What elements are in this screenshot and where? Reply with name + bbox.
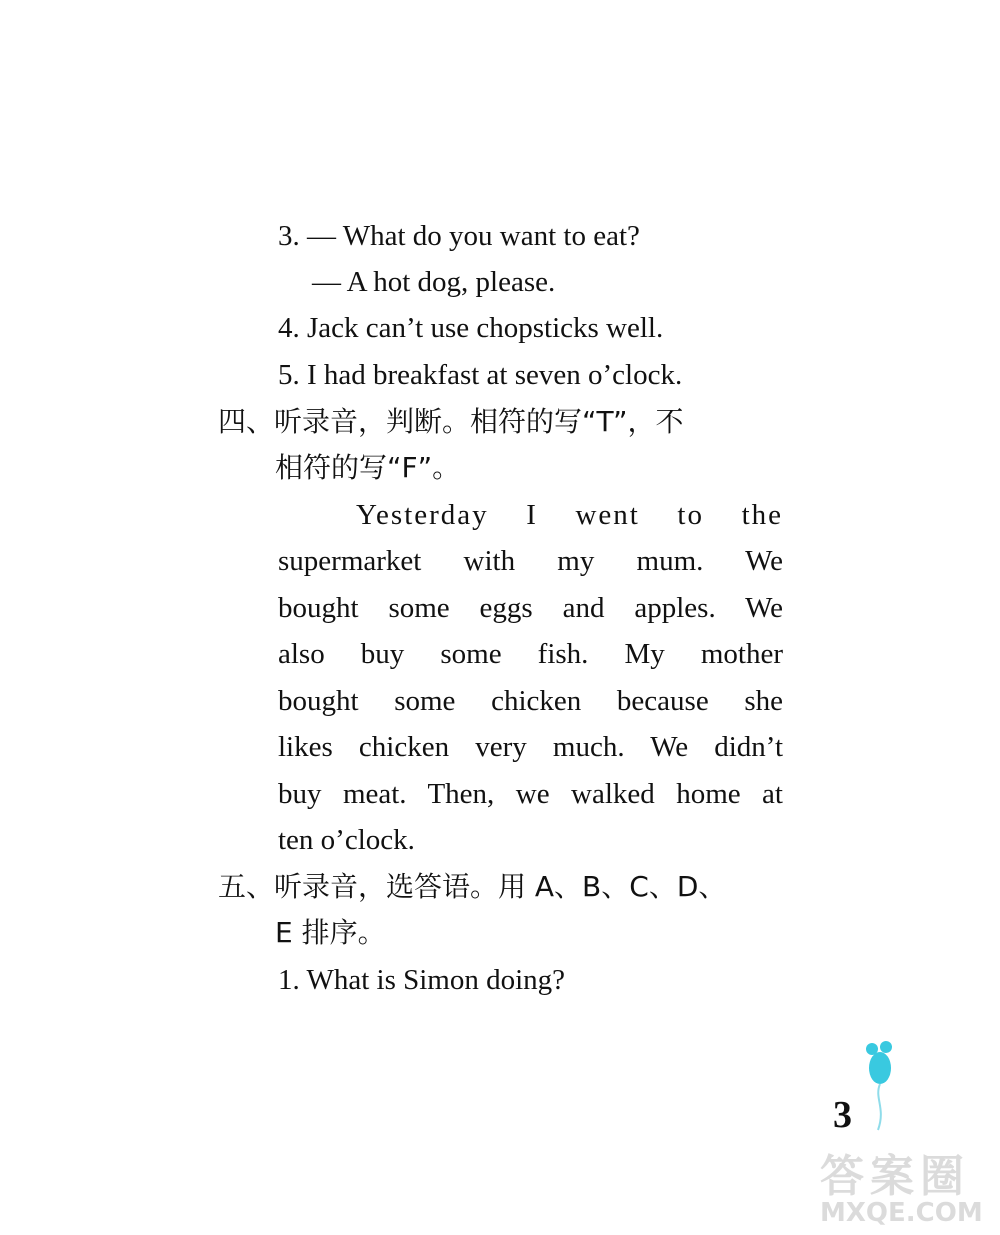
- passage-line-1: Yesterday I went to the: [356, 499, 783, 531]
- watermark-url: MXQE.COM: [820, 1198, 983, 1228]
- passage-line-2: supermarket with my mum. We: [278, 545, 783, 577]
- passage-line-3-wrap: [278, 590, 783, 626]
- q3-question: 3. — What do you want to eat?: [278, 220, 640, 252]
- passage-line-7-wrap: [278, 776, 783, 812]
- section5-heading-line2: E 排序。: [275, 916, 386, 949]
- mouse-icon: [860, 1038, 900, 1137]
- passage-line-2-wrap: [278, 543, 783, 579]
- q4: 4. Jack can’t use chopsticks well.: [278, 312, 664, 344]
- passage-line-4-wrap: [278, 636, 783, 672]
- passage-line-8: ten o’clock.: [278, 824, 415, 856]
- section5-heading-line1: 五、听录音，选答语。用 A、B、C、D、: [218, 870, 727, 903]
- passage-line-1-wrap: [278, 497, 783, 533]
- passage-line-6-wrap: [278, 729, 783, 765]
- passage-line-3: bought some eggs and apples. We: [278, 592, 783, 624]
- passage-line-4: also buy some fish. My mother: [278, 638, 783, 670]
- passage-line-7: buy meat. Then, we walked home at: [278, 778, 783, 810]
- passage-line-6: likes chicken very much. We didn’t: [278, 731, 783, 763]
- passage-line-5-wrap: [278, 683, 783, 719]
- page-number: 3: [833, 1094, 852, 1136]
- passage-line-5: bought some chicken because she: [278, 685, 783, 717]
- watermark: [820, 1140, 983, 1228]
- section4-heading-line1: 四、听录音，判断。相符的写“T”，不: [218, 405, 684, 438]
- s5-q1: 1. What is Simon doing?: [278, 964, 566, 996]
- q5: 5. I had breakfast at seven o’clock.: [278, 359, 683, 391]
- q3-answer: — A hot dog, please.: [312, 266, 556, 298]
- watermark-text: 答案圈: [820, 1151, 970, 1202]
- section4-heading-line2: 相符的写“F”。: [275, 451, 461, 484]
